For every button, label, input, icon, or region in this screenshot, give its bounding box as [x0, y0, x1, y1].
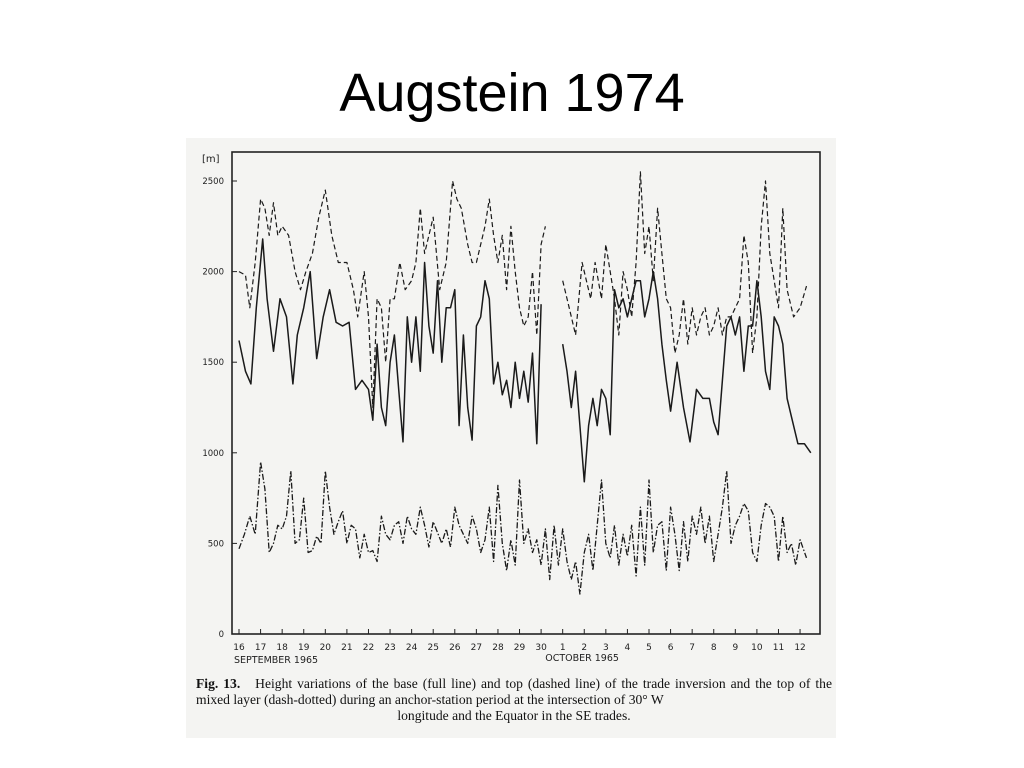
x-tick-label: 2 [581, 643, 588, 653]
x-tick-label: 21 [341, 643, 353, 653]
y-tick-label: 500 [207, 539, 224, 550]
x-tick-label: 16 [233, 643, 245, 653]
caption-text: Height variations of the base (full line) and top (dashed line) of the trade inversion and the top of the mixed layer (dash-dotted) during an anchor-station period at the intersection of 30° W [196, 676, 833, 707]
x-tick-label: 23 [384, 643, 396, 653]
series-solid-line-segment-2 [563, 272, 811, 482]
x-tick-label: 29 [513, 643, 526, 653]
y-tick-label: 2000 [202, 267, 224, 278]
x-tick-label: 17 [254, 643, 267, 653]
series-dashed-line-segment-2 [563, 172, 807, 353]
x-tick-label: 12 [794, 643, 806, 653]
x-tick-label: 8 [710, 643, 717, 653]
month-label-september: SEPTEMBER 1965 [234, 655, 319, 666]
x-tick-label: 26 [449, 643, 461, 653]
x-tick-label: 28 [492, 643, 504, 653]
y-tick-label: 0 [218, 630, 224, 640]
x-tick-label: 24 [405, 643, 418, 653]
x-tick-label: 10 [751, 643, 763, 653]
x-tick-label: 3 [602, 643, 609, 653]
series-dashdot-line-segment-1 [239, 462, 807, 594]
x-tick-label: 25 [427, 643, 439, 653]
month-label-october: OCTOBER 1965 [545, 653, 619, 664]
figure-caption [196, 676, 832, 724]
x-tick-label: 11 [772, 643, 785, 653]
x-tick-label: 22 [362, 643, 375, 653]
y-axis-label: [m] [202, 154, 220, 165]
series-solid-line-segment-1 [239, 239, 541, 444]
plot-frame [232, 152, 820, 634]
x-tick-label: 30 [535, 643, 547, 653]
x-tick-label: 5 [646, 643, 652, 653]
x-tick-label: 4 [624, 643, 631, 653]
x-tick-label: 7 [689, 643, 696, 653]
slide-title: Augstein 1974 [339, 63, 685, 123]
x-tick-label: 6 [667, 643, 674, 653]
x-tick-label: 27 [470, 643, 483, 653]
y-tick-label: 1500 [202, 358, 224, 369]
y-tick-label: 1000 [202, 448, 224, 459]
x-tick-label: 1 [559, 643, 566, 653]
x-tick-label: 9 [732, 643, 739, 653]
x-tick-label: 19 [298, 643, 310, 653]
caption-last-line: longitude and the Equator in the SE trades. [397, 708, 631, 723]
x-tick-label: 20 [319, 643, 332, 653]
caption-label: Fig. 13. [196, 676, 241, 691]
x-tick-label: 18 [276, 643, 288, 653]
y-tick-label: 2500 [202, 177, 224, 187]
height-variation-chart [186, 138, 836, 678]
